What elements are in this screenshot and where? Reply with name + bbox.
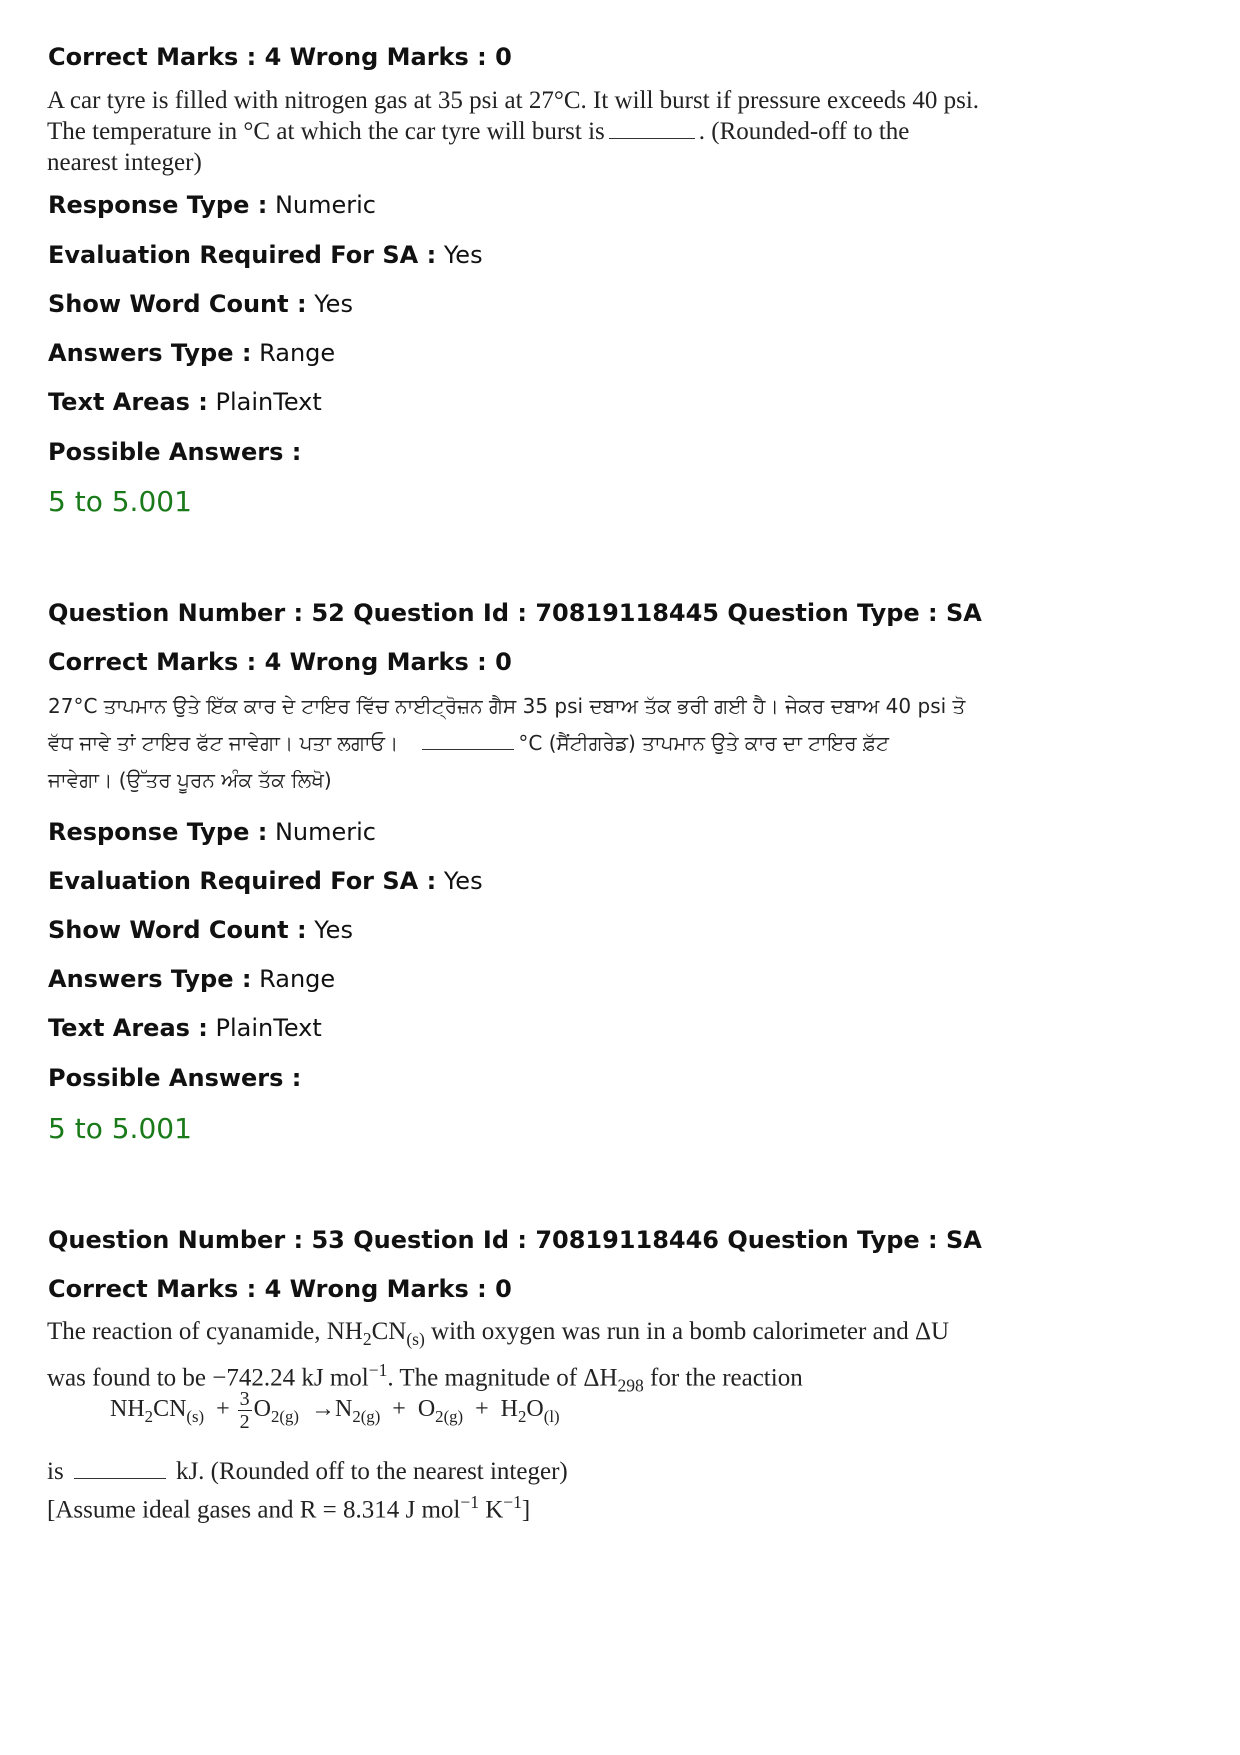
word-count-52: Show Word Count : Yes (48, 916, 353, 944)
marks-line-1: Correct Marks : 4 Wrong Marks : 0 (48, 43, 512, 71)
possible-answer-52: 5 to 5.001 (48, 1112, 192, 1145)
eval-required-1: Evaluation Required For SA : Yes (48, 241, 483, 269)
question-text-52: 27°C ਤਾਪਮਾਨ ਉਤੇ ਇੱਕ ਕਾਰ ਦੇ ਟਾਇਰ ਵਿੱਚ ਨਾਈਟ੍ਰੋਜ਼ਨ ਗੈਸ 35 psi ਦਬਾਅ ਤੱਕ ਭਰੀ ਗਈ ਹੈ। ਜੇਕਰ ਦਬਾਅ 40 psi ਤੋ ਵੱਧ ਜਾਵੇ ਤਾਂ ਟਾਇਰ ਫੱਟ ਜਾਵੇਗਾ। ਪਤਾ ਲਗਾਓ। °C (ਸੈਂਟੀਗਰੇਡ) ਤਾਪਮਾਨ ਉਤੇ ਕਾਰ ਦਾ ਟਾਇਰ ਫ਼ੱਟ ਜਾਵੇਗਾ। (ਉੱਤਰ ਪੂਰਨ ਅੰਕ ਤੱਕ ਲਿਖੋ) (48, 694, 966, 792)
answers-type-1: Answers Type : Range (48, 339, 336, 367)
text-areas-52: Text Areas : PlainText (48, 1014, 322, 1042)
response-type-52: Response Type : Numeric (48, 818, 376, 846)
question-text-1: A car tyre is filled with nitrogen gas at 35 psi at 27°C. It will burst if pressure exceeds 40 psi. The temperature in °C at which the car tyre will burst is . (Rounded-off to the nearest integer) (47, 87, 980, 176)
question-text-53: The reaction of cyanamide, $NH_2CN_{(s)}$ with oxygen was run in a bomb calorimeter and ΔU was found to be −742.24 kJ mol$^{-1}$. The magnitude of $\Delta H_{298}$ for the reaction (47, 1318, 950, 1396)
question-header-53: Question Number : 53 Question Id : 70819118446 Question Type : SA (48, 1226, 982, 1254)
response-type-1: Response Type : Numeric (48, 191, 376, 219)
possible-answer-1: 5 to 5.001 (48, 485, 192, 518)
marks-line-52: Correct Marks : 4 Wrong Marks : 0 (48, 648, 512, 676)
possible-answers-label-1: Possible Answers : (48, 438, 302, 466)
eval-required-52: Evaluation Required For SA : Yes (48, 867, 483, 895)
question-header-52: Question Number : 52 Question Id : 70819118445 Question Type : SA (48, 599, 982, 627)
answers-type-52: Answers Type : Range (48, 965, 336, 993)
marks-line-53: Correct Marks : 4 Wrong Marks : 0 (48, 1275, 512, 1303)
word-count-1: Show Word Count : Yes (48, 290, 353, 318)
possible-answers-label-52: Possible Answers : (48, 1064, 302, 1092)
reaction-equation: $NH_2CN_{(s)}$ + $\frac{3}{2}$ $O_{2(g)} \to N_{2(g)} + O_{2(g)} + H_2O_{(l)}$ (110, 1388, 560, 1433)
question-text-53-end: is kJ. (Rounded off to the nearest integer) [Assume ideal gases and R = 8.314 J mol$^{-1}$ $K^{-1}$] (47, 1458, 568, 1524)
text-areas-1: Text Areas : PlainText (48, 388, 322, 416)
